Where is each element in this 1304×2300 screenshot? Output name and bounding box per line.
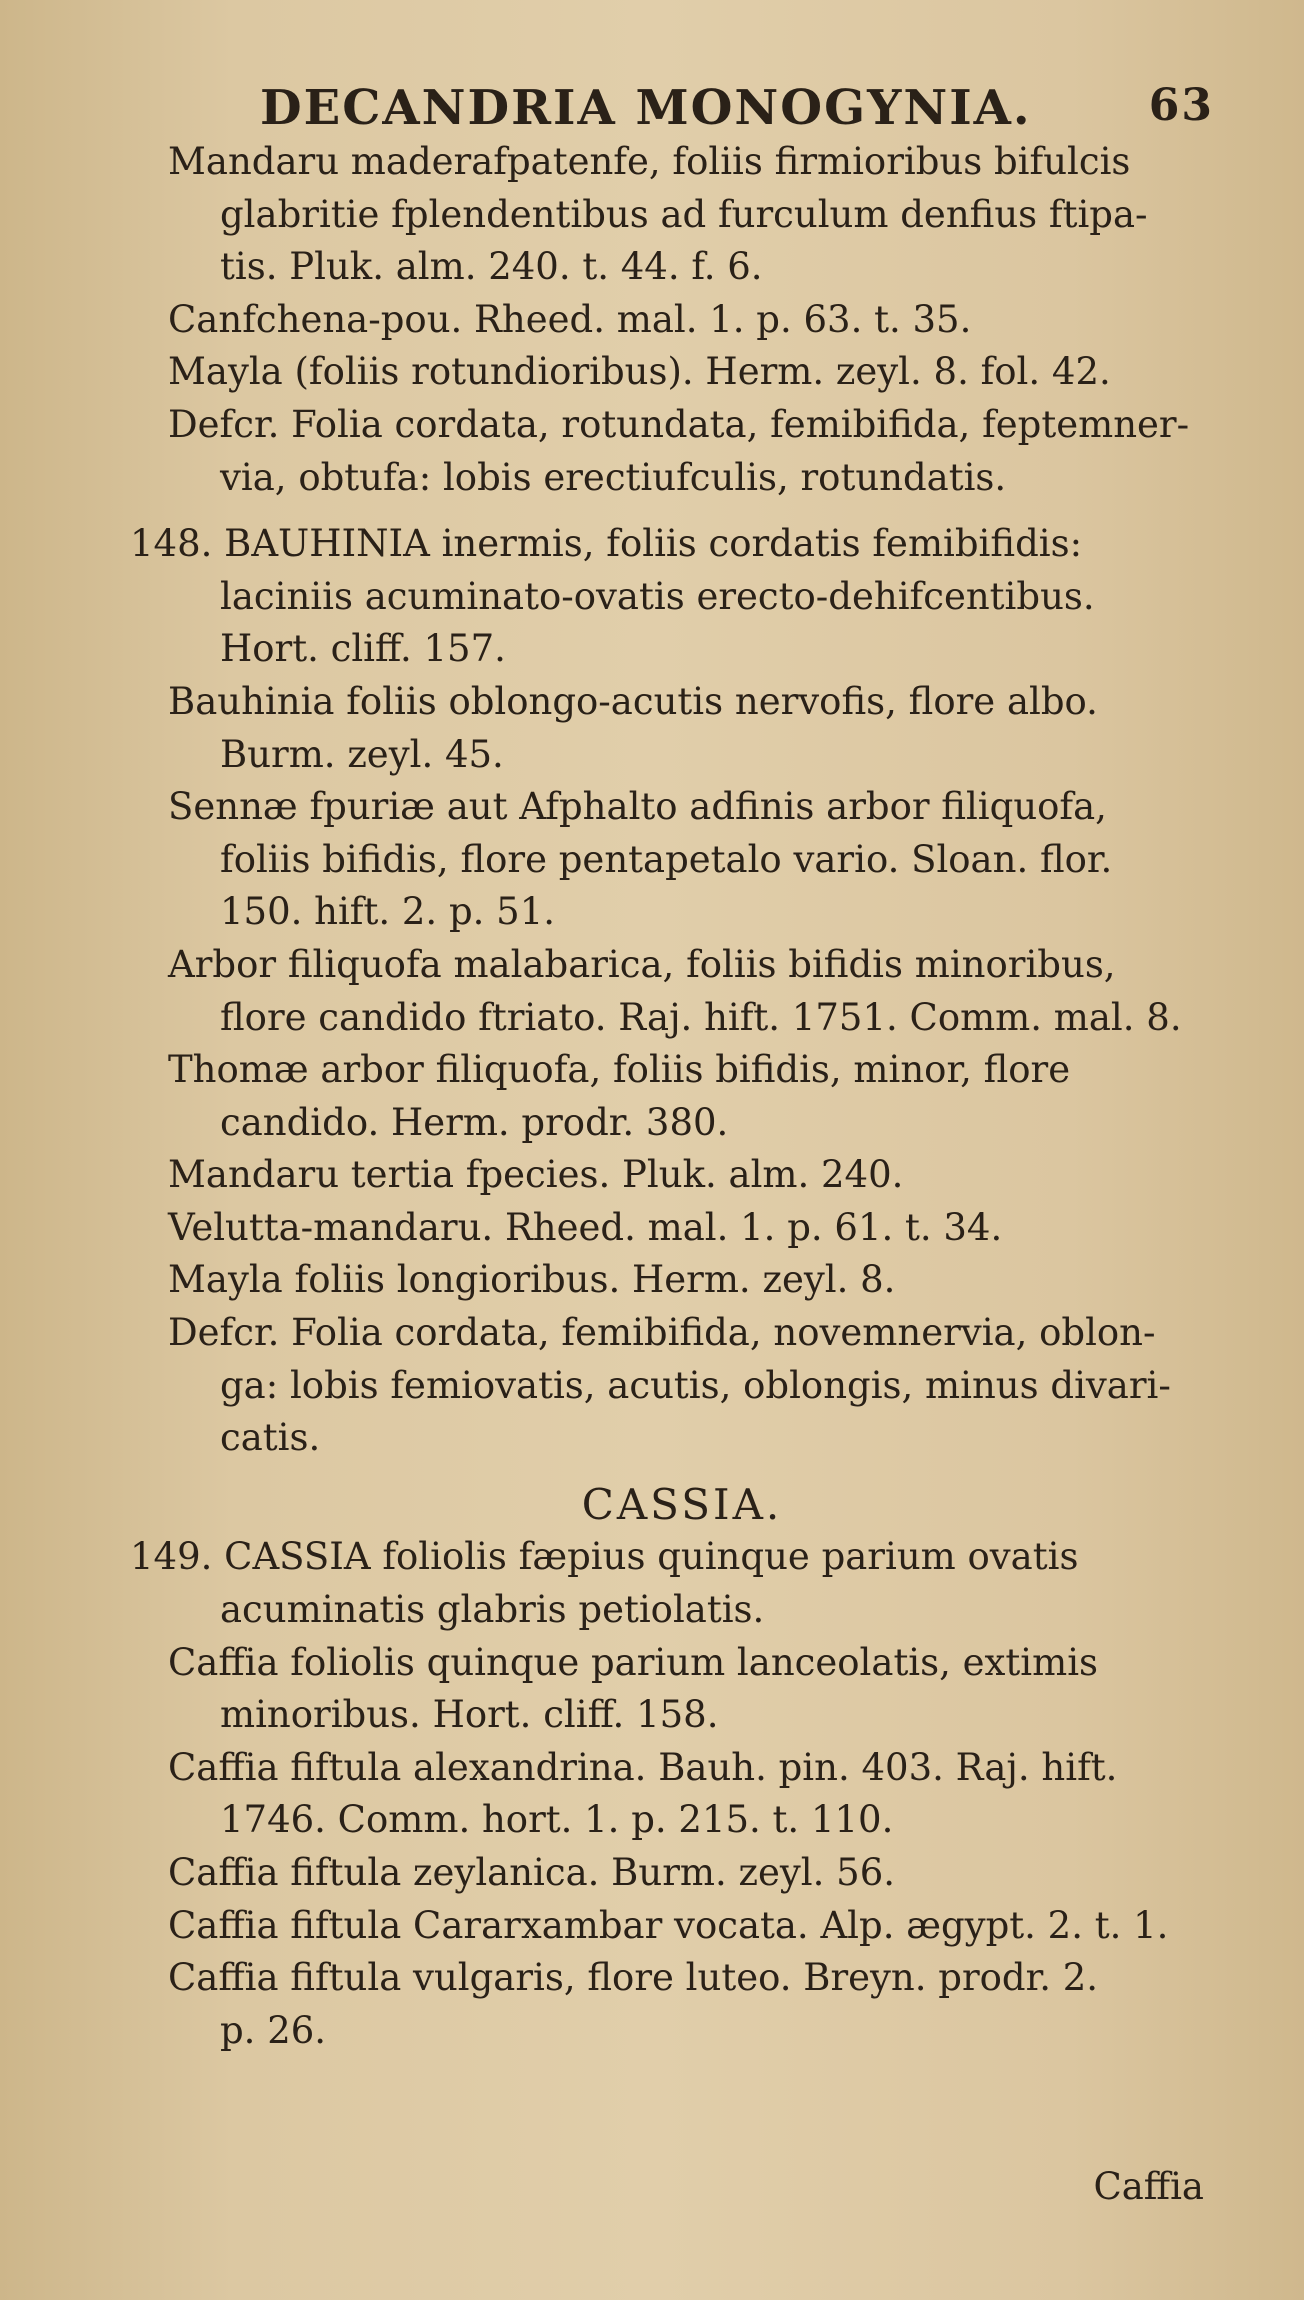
text-line: Thomæ arbor filiquofa, foliis bifidis, minor, flore [168, 1048, 1071, 1092]
text-line: Caffia foliolis quinque parium lanceolatis, extimis [168, 1640, 1099, 1684]
spacer [120, 504, 1244, 518]
text-line: Caffia fiftula zeylanica. Burm. zeyl. 56. [168, 1851, 895, 1894]
text-line: Bauhinia foliis oblongo-acutis nervofis, flore albo. [168, 679, 1098, 723]
text-line: ga: lobis femiovatis, acutis, oblongis, minus divari- [220, 1363, 1171, 1407]
text-line: 1746. Comm. hort. 1. p. 215. t. 110. [220, 1798, 894, 1842]
text-line: Mandaru maderafpatenfe, foliis firmioribus bifulcis [168, 140, 1131, 183]
text-line: flore candido ftriato. Raj. hift. 1751. Comm. mal. 8. [220, 995, 1182, 1039]
text-line: Defcr. Folia cordata, femibifida, novemnervia, oblon- [168, 1311, 1156, 1355]
section-heading: CASSIA. [581, 1479, 783, 1529]
text-line: glabritie fplendentibus ad furculum denfius ftipa- [220, 192, 1148, 236]
text-line: foliis bifidis, flore pentapetalo vario. Sloan. flor. [220, 837, 1113, 881]
text-line: catis. [220, 1416, 321, 1460]
text-line: laciniis acuminato-ovatis erecto-dehifcentibus. [220, 574, 1095, 618]
text-line: Caffia fiftula alexandrina. Bauh. pin. 403. Raj. hift. [168, 1745, 1118, 1789]
text-line: via, obtufa: lobis erectiufculis, rotundatis. [220, 455, 1007, 499]
running-title: DECANDRIA MONOGYNIA. [260, 80, 1032, 136]
text-line: Burm. zeyl. 45. [220, 732, 504, 776]
text-line: tis. Pluk. alm. 240. t. 44. f. 6. [220, 245, 763, 289]
running-head [120, 70, 1244, 136]
text-line: Hort. cliff. 157. [220, 627, 506, 671]
spacer [120, 1465, 1244, 1479]
text-line: Caffia fiftula Cararxambar vocata. Alp. ægypt. 2. t. 1. [168, 1903, 1169, 1947]
text-line: Defcr. Folia cordata, rotundata, femibifida, feptemner- [168, 402, 1190, 446]
text-line: minoribus. Hort. cliff. 158. [220, 1693, 719, 1737]
text-line: 148. BAUHINIA inermis, foliis cordatis femibifidis: [130, 522, 1083, 566]
text-line: Canfchena-pou. Rheed. mal. 1. p. 63. t. 35. [168, 297, 972, 341]
body-text [120, 136, 1244, 2057]
text-line: acuminatis glabris petiolatis. [220, 1588, 765, 1632]
page-number: 63 [1148, 80, 1214, 131]
text-line: candido. Herm. prodr. 380. [220, 1100, 729, 1144]
text-line: Mandaru tertia fpecies. Pluk. alm. 240. [168, 1153, 904, 1197]
text-line: Mayla foliis longioribus. Herm. zeyl. 8. [168, 1258, 896, 1302]
text-line: 150. hift. 2. p. 51. [220, 890, 556, 934]
catchword: Caffia [1093, 2165, 1204, 2208]
text-line: Mayla (foliis rotundioribus). Herm. zeyl. 8. fol. 42. [168, 350, 1111, 394]
text-line: Sennæ fpuriæ aut Afphalto adfinis arbor filiquofa, [168, 785, 1107, 829]
text-line: Velutta-mandaru. Rheed. mal. 1. p. 61. t. 34. [168, 1205, 1003, 1249]
text-line: p. 26. [220, 2008, 327, 2052]
text-line: Arbor filiquofa malabarica, foliis bifidis minoribus, [168, 942, 1116, 986]
text-line: 149. CASSIA foliolis fæpius quinque parium ovatis [130, 1535, 1079, 1579]
text-line: Caffia fiftula vulgaris, flore luteo. Breyn. prodr. 2. [168, 1956, 1099, 2000]
